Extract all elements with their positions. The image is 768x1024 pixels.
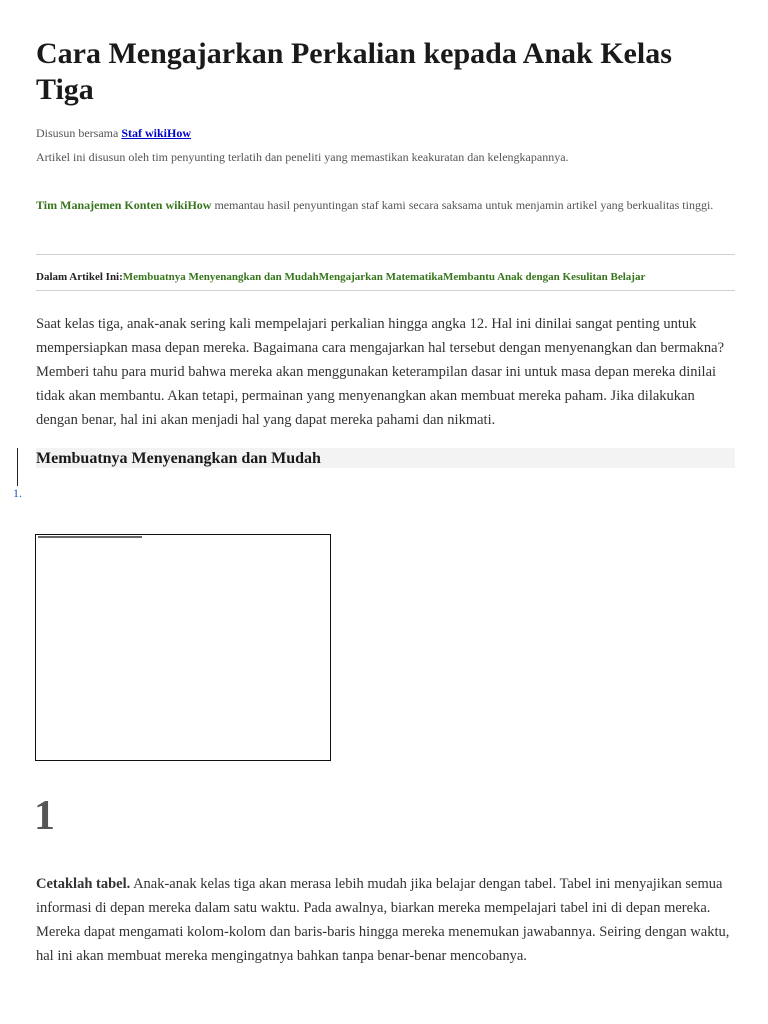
table-of-contents bbox=[36, 269, 735, 285]
step-image-placeholder bbox=[35, 534, 331, 761]
article-title: Cara Mengajarkan Perkalian kepada Anak Kelas Tiga bbox=[36, 37, 672, 106]
team-name: Tim Manajemen Konten wikiHow bbox=[36, 198, 212, 212]
byline-description: Artikel ini disusun oleh tim penyunting terlatih dan peneliti yang memastikan keakuratan dan kelengkapannya. bbox=[36, 150, 569, 164]
team-note bbox=[36, 193, 726, 217]
section-marker-bar bbox=[17, 448, 18, 486]
byline-prefix: Disusun bersama bbox=[36, 126, 122, 140]
step-number: 1 bbox=[34, 793, 55, 839]
divider-bottom bbox=[36, 290, 735, 291]
image-top-strip bbox=[38, 536, 142, 538]
section-heading-bar bbox=[36, 448, 735, 468]
list-number: 1. bbox=[13, 486, 22, 500]
byline bbox=[36, 124, 191, 142]
step-text: Anak-anak kelas tiga akan merasa lebih mudah jika belajar dengan tabel. Tabel ini menyajikan semua informasi di depan mereka dalam satu waktu. Pada awalnya, biarkan mereka mempelajari tabel ini di depan mereka. Mereka dapat mengamati kolom-kolom dan baris-baris hingga mereka menemukan jawabannya. Seiring dengan waktu, hal ini akan membuat mereka mengingatnya bahkan tanpa benar-benar mencobanya. bbox=[36, 876, 730, 964]
byline-author-link[interactable]: Staf wikiHow bbox=[121, 126, 192, 140]
divider-top bbox=[36, 254, 735, 255]
step-lead: Cetaklah tabel. bbox=[36, 876, 131, 892]
toc-label: Dalam Artikel Ini: bbox=[36, 271, 123, 283]
toc-item-learning-difficulties[interactable]: Membantu Anak dengan Kesulitan Belajar bbox=[443, 271, 646, 283]
toc-item-fun-and-easy[interactable]: Membuatnya Menyenangkan dan Mudah bbox=[122, 271, 319, 283]
step-paragraph bbox=[36, 872, 735, 968]
intro-paragraph: Saat kelas tiga, anak-anak sering kali mempelajari perkalian hingga angka 12. Hal ini dinilai sangat penting untuk mempersiapkan masa depan mereka. Bagaimana cara mengajarkan hal tersebut dengan menyenangkan dan bermakna? Memberi tahu para murid bahwa mereka akan menggunakan keterampilan dasar ini untuk masa depan mereka dinilai tidak akan membantu. Akan tetapi, permainan yang menyenangkan akan membuat mereka paham. Jika dilakukan dengan benar, hal ini akan menjadi hal yang dapat mereka pahami dan nikmati. bbox=[36, 316, 725, 428]
toc-item-teaching-math[interactable]: Mengajarkan Matematika bbox=[318, 271, 444, 283]
section-heading: Membuatnya Menyenangkan dan Mudah bbox=[36, 450, 321, 467]
team-description: memantau hasil penyuntingan staf kami secara saksama untuk menjamin artikel yang berkualitas tinggi. bbox=[211, 198, 714, 212]
